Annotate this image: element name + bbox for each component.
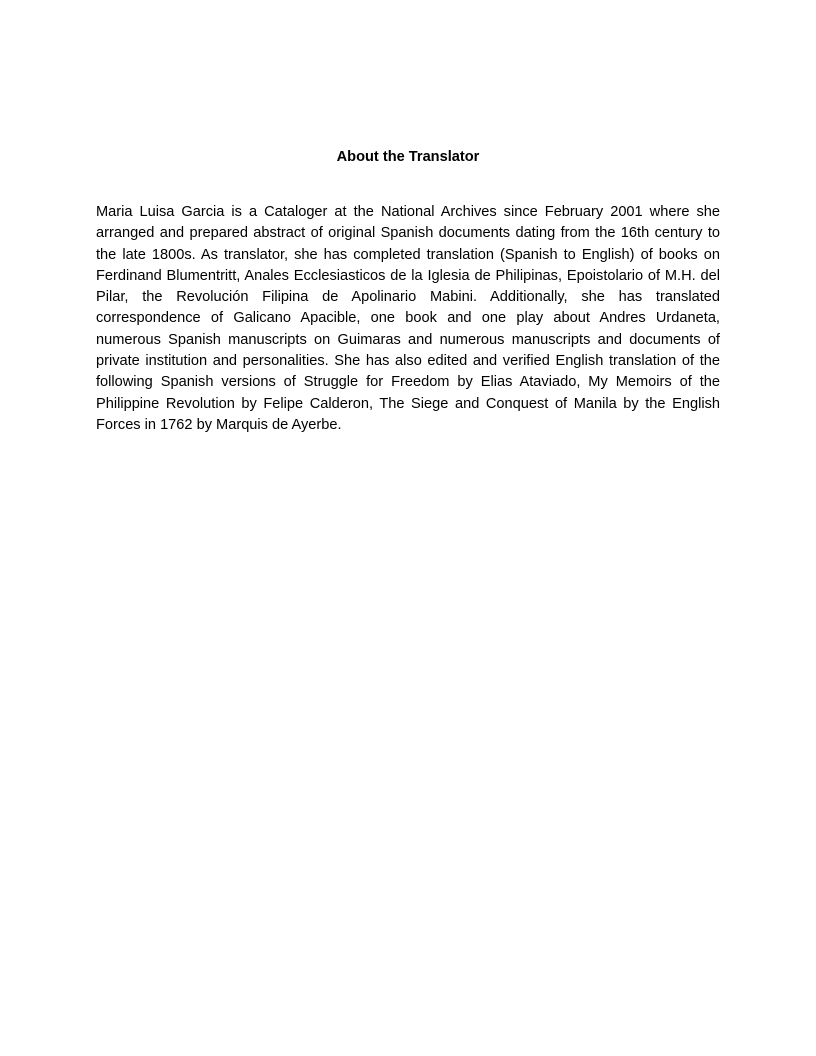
- page-title: About the Translator: [336, 149, 480, 165]
- translator-bio-paragraph: Maria Luisa Garcia is a Cataloger at the National Archives since February 2001 where she arranged and prepared abstract of original Spanish documents dating from the 16th century to the late 1800s. As translator, she has completed translation (Spanish to English) of books on Ferdinand Blumentritt, Anales Ecclesiasticos de la Iglesia de Philipinas, Epoistolario of M.H. del Pilar, the Revolución Filipina de Apolinario Mabini. Additionally, she has translated correspondence of Galicano Apacible, one book and one play about Andres Urdaneta, numerous Spanish manuscripts on Guimaras and numerous manuscripts and documents of private institution and personalities. She has also edited and verified English translation of the following Spanish versions of Struggle for Freedom by Elias Ataviado, My Memoirs of the Philippine Revolution by Felipe Calderon, The Siege and Conquest of Manila by the English Forces in 1762 by Marquis de Ayerbe.: [96, 204, 720, 433]
